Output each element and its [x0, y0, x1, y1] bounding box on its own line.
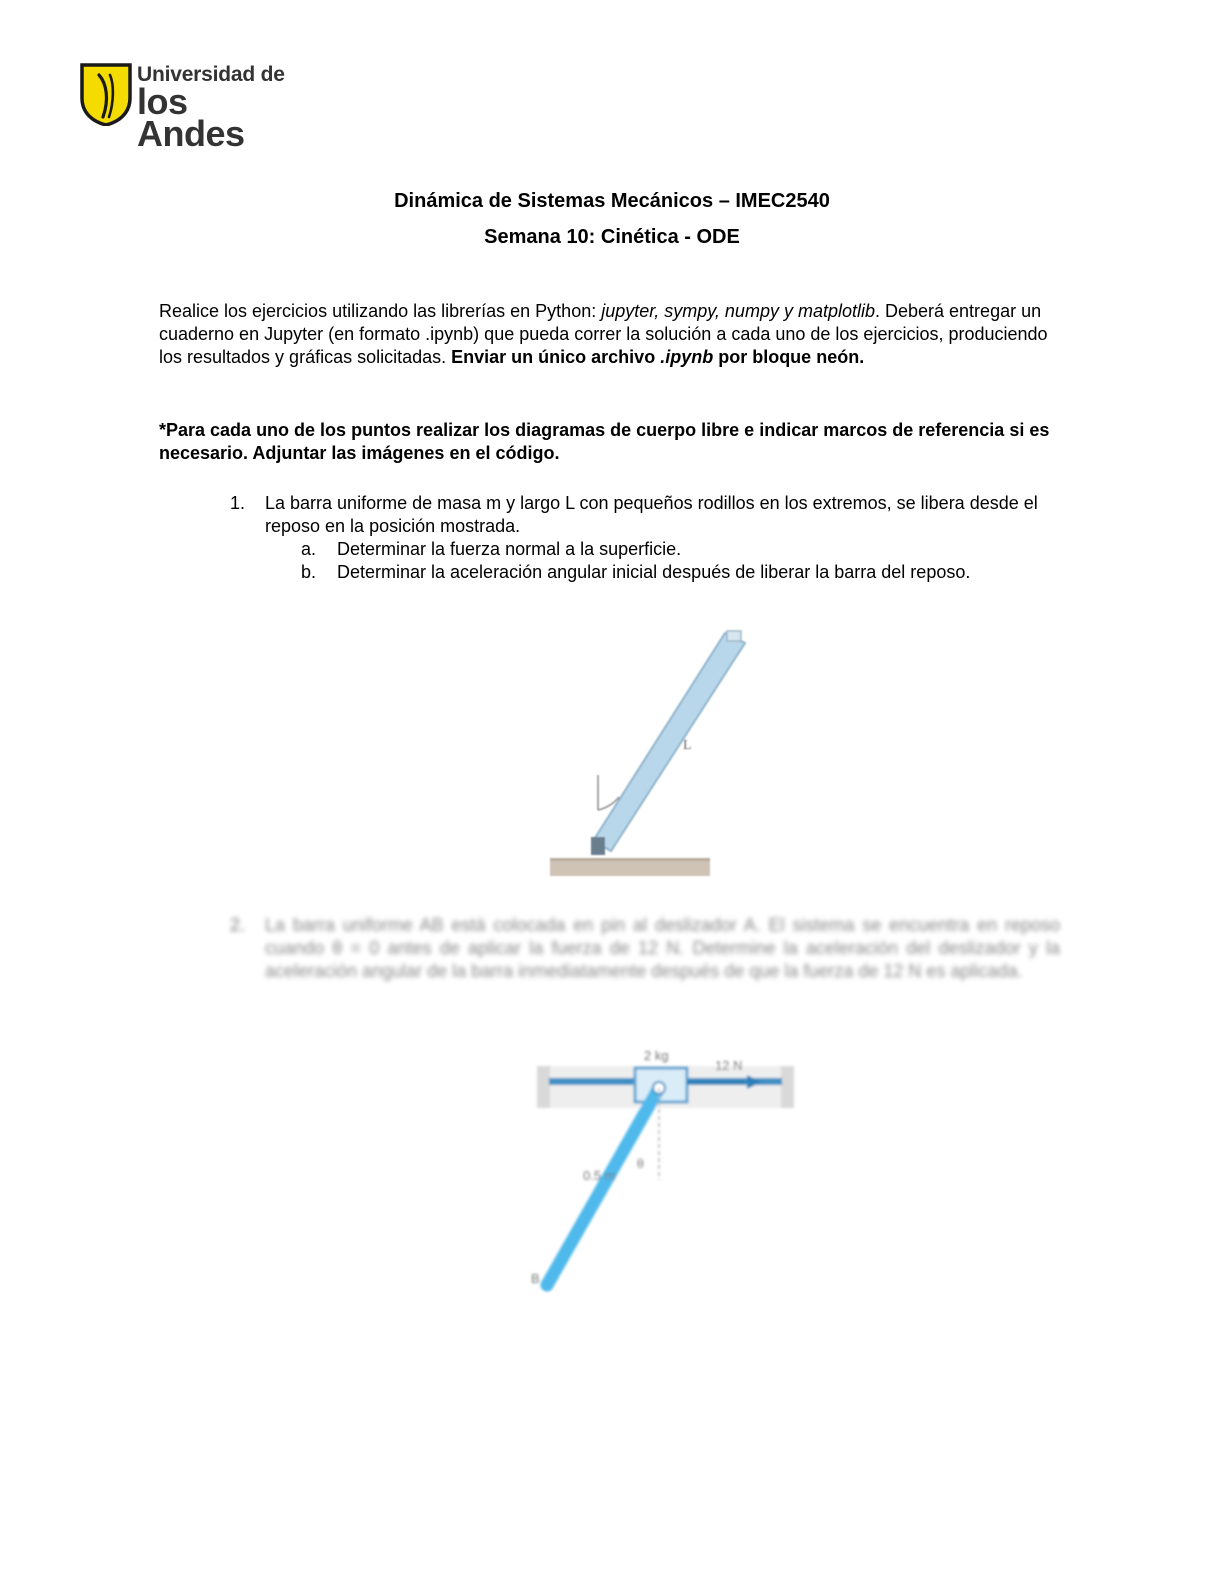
university-logo: [80, 62, 300, 154]
course-title: Dinámica de Sistemas Mecánicos – IMEC2540: [394, 190, 830, 212]
intro-bold-2: por bloque neón.: [713, 347, 865, 367]
pinned-bar: [547, 1088, 659, 1285]
figure-leaning-bar: [545, 625, 760, 885]
week-title: Semana 10: Cinética - ODE: [484, 226, 740, 248]
intro-bold-ext: .ipynb: [660, 347, 714, 367]
roller-bottom: [591, 837, 605, 855]
item-letter: a.: [301, 539, 317, 559]
intro-part-2: . Deberá entregar un cuaderno en Jupyter (en formato .ipynb) que pueda correr la solución a cada uno de los ejercicios, produciendo los resultados y gráficas solicitadas.: [159, 301, 1048, 367]
rail-end-left: [537, 1066, 550, 1108]
exercise-number: 1.: [230, 493, 246, 513]
uniform-bar: [593, 633, 745, 851]
angle-label: θ: [637, 1157, 644, 1172]
intro-part-1: Realice los ejercicios utilizando las librerías en Python:: [159, 301, 602, 321]
item-text: Determinar la aceleración angular inicial después de liberar la barra del reposo.: [337, 562, 971, 582]
exercise-text: La barra uniforme AB está colocada en pin al deslizador A. El sistema se encuentra en reposo cuando θ = 0 antes de aplicar la fuerza de 12 N. Determine la aceleración del deslizador y la aceleración angular de la barra inmediatamente después de que la fuerza de 12 N es aplicada.: [265, 915, 1060, 981]
logo-wordmark: [137, 62, 300, 154]
intro-paragraph: [159, 300, 1059, 369]
point-b-label: B: [531, 1271, 540, 1286]
slider-mass-label: 2 kg: [644, 1048, 669, 1063]
rail-end-right: [781, 1066, 794, 1108]
bar-length-label: L: [683, 738, 692, 753]
roller-top: [727, 631, 741, 641]
figure-slider-bar: [525, 1040, 810, 1295]
shield-icon: [80, 62, 132, 126]
bar-length-label: 0.5 m: [583, 1168, 616, 1183]
item-letter: b.: [301, 562, 317, 582]
force-label: 12 N: [715, 1058, 743, 1073]
logo-line-1: Universidad de: [137, 63, 285, 86]
intro-bold-1: Enviar un único archivo: [451, 347, 661, 367]
item-text: Determinar la fuerza normal a la superficie.: [337, 539, 682, 559]
instructions-note: *Para cada uno de los puntos realizar los diagramas de cuerpo libre e indicar marcos de referencia si es necesario. Adjuntar las imágenes en el código.: [159, 420, 1050, 463]
logo-line-2: los Andes: [137, 81, 245, 154]
exercise-text: La barra uniforme de masa m y largo L con pequeños rodillos en los extremos, se libera desde el reposo en la posición mostrada.: [265, 493, 1038, 536]
intro-libraries: jupyter, sympy, numpy y matplotlib: [601, 301, 875, 321]
exercise-number: 2.: [230, 915, 246, 935]
